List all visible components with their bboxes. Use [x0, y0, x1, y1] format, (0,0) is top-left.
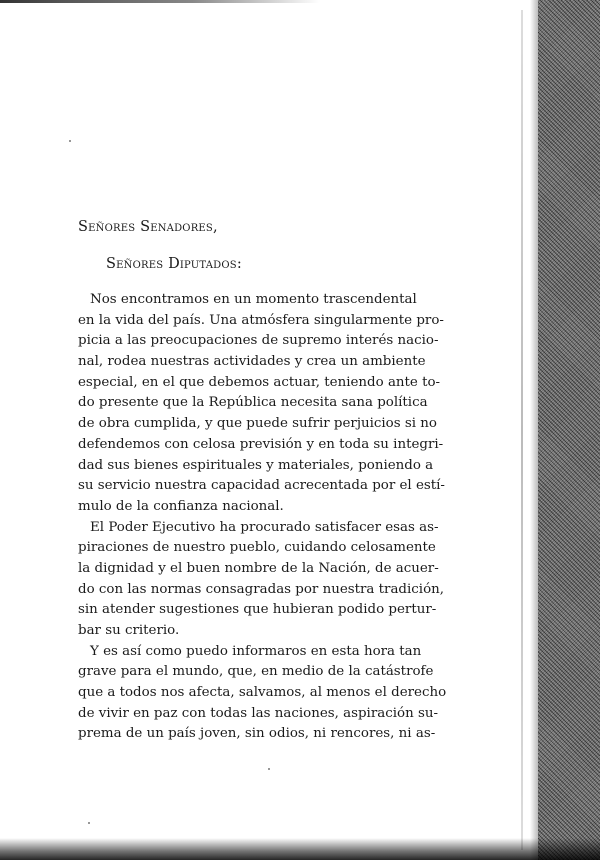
text-line: picia a las preocupaciones de supremo interés nacio-	[78, 333, 439, 349]
body-text	[78, 290, 447, 745]
text-line: prema de un país joven, sin odios, ni rencores, ni as-	[78, 726, 436, 742]
text-line: piraciones de nuestro pueblo, cuidando celosamente	[78, 540, 436, 556]
text-line: do con las normas consagradas por nuestra tradición,	[78, 581, 445, 597]
text-line: do presente que la República necesita sana política	[78, 395, 428, 411]
text-line: Nos encontramos en un momento trascendental	[90, 292, 417, 307]
scan-speck	[69, 140, 71, 142]
scan-speck	[88, 822, 90, 824]
text-line: nal, rodea nuestras actividades y crea un ambiente	[78, 354, 426, 370]
scan-edge-shadow	[538, 0, 600, 860]
text-line: sin atender sugestiones que hubieran podido pertur-	[78, 602, 437, 618]
text-line: Y es así como puedo informaros en esta hora tan	[90, 643, 422, 659]
salutation-senators: Señores Senadores,	[78, 219, 218, 235]
text-line: mulo de la confianza nacional.	[78, 498, 284, 514]
text-line: su servicio nuestra capacidad acrecentada por el estí-	[78, 478, 445, 494]
text-line: El Poder Ejecutivo ha procurado satisfacer esas as-	[90, 519, 439, 535]
text-line: grave para el mundo, que, en medio de la catástrofe	[78, 664, 434, 680]
text-line: de obra cumplida, y que puede sufrir perjuicios si no	[78, 416, 437, 432]
text-line: defendemos con celosa previsión y en toda su integri-	[78, 436, 444, 452]
text-line: especial, en el que debemos actuar, teniendo ante to-	[78, 374, 441, 390]
bottom-edge-shadow	[0, 838, 600, 860]
text-line: dad sus bienes espirituales y materiales, poniendo a	[78, 457, 434, 473]
text-line: en la vida del país. Una atmósfera singularmente pro-	[78, 312, 444, 328]
text-line: de vivir en paz con todas las naciones, aspiración su-	[78, 705, 438, 721]
scan-speck	[268, 768, 270, 770]
binding-line	[521, 10, 523, 850]
salutation-deputies: Señores Diputados:	[106, 256, 242, 272]
text-line: que a todos nos afecta, salvamos, al menos el derecho	[78, 685, 447, 701]
text-line: la dignidad y el buen nombre de la Nación, de acuer-	[78, 560, 439, 576]
text-line: bar su criterio.	[78, 623, 180, 638]
top-rule	[0, 0, 320, 3]
